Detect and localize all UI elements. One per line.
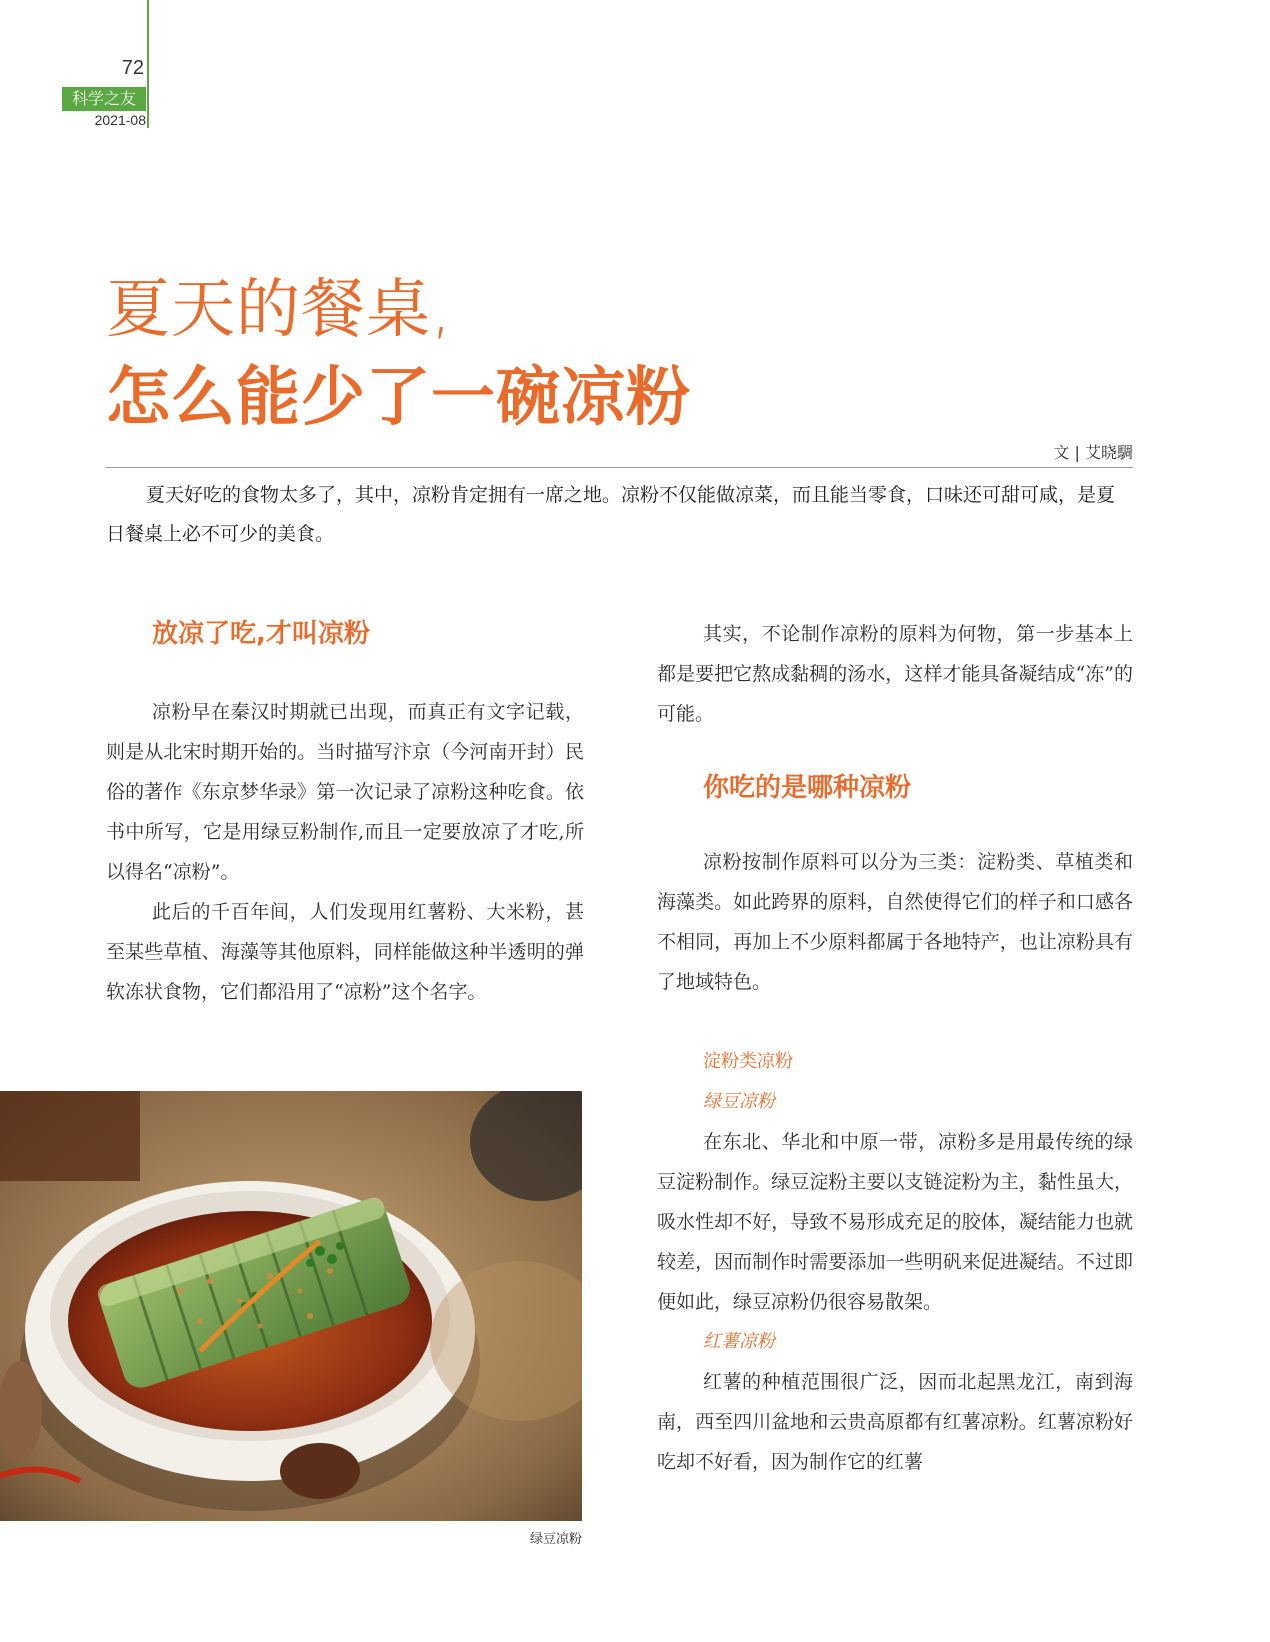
left-column (106, 614, 584, 1012)
article-title-line1: 夏天的餐桌, (106, 273, 453, 347)
title-rule (106, 467, 1133, 468)
liangfen-photo (0, 1091, 582, 1521)
mung-bean-paragraph: 在东北、华北和中原一带，凉粉多是用最传统的绿豆淀粉制作。绿豆淀粉主要以支链淀粉为主，黏性虽大，吸水性却不好，导致不易形成充足的胶体，凝结能力也就较差，因而制作时需要添加一些明矾来促进凝结。不过即便如此，绿豆凉粉仍很容易散架。 (657, 1131, 1133, 1313)
article-title-line2: 怎么能少了一碗凉粉 (106, 361, 691, 435)
section-heading-left: 放凉了吃,才叫凉粉 (152, 619, 370, 649)
sweet-potato-paragraph: 红薯的种植范围很广泛，因而北起黑龙江，南到海南，西至四川盆地和云贵高原都有红薯凉粉。红薯凉粉好吃却不好看，因为制作它的红薯 (657, 1371, 1133, 1473)
page-number: 72 (121, 57, 144, 79)
left-paragraph-1: 凉粉早在秦汉时期就已出现，而真正有文字记载，则是从北宋时期开始的。当时描写汴京（今河南开封）民俗的著作《东京梦华录》第一次记录了凉粉这种吃食。依书中所写，它是用绿豆粉制作,而且一定要放凉了才吃,所以得名“凉粉”。 (106, 701, 584, 883)
issue-date: 2021-08 (94, 112, 146, 128)
left-paragraph-2: 此后的千百年间，人们发现用红薯粉、大米粉，甚至某些草植、海藻等其他原料，同样能做这种半透明的弹软冻状食物，它们都沿用了“凉粉”这个名字。 (106, 901, 584, 1003)
right-intro-paragraph: 其实，不论制作凉粉的原料为何物，第一步基本上都是要把它熬成黏稠的汤水，这样才能具备凝结成“冻”的可能。 (657, 623, 1133, 725)
right-column (657, 614, 1133, 1482)
liangfen-bowl-illustration (0, 1091, 582, 1521)
subsection-heading-starch: 淀粉类凉粉 (703, 1051, 793, 1072)
lede-paragraph: 夏天好吃的食物太多了，其中，凉粉肯定拥有一席之地。凉粉不仅能做凉菜，而且能当零食，口味还可甜可咸，是夏日餐桌上必不可少的美食。 (106, 484, 1116, 545)
subsection-mung-bean: 绿豆凉粉 (703, 1091, 775, 1112)
magazine-tag: 科学之友 (62, 87, 146, 111)
photo-caption: 绿豆凉粉 (529, 1532, 582, 1547)
byline: 文 | 艾晓騆 (1053, 443, 1133, 462)
subsection-sweet-potato: 红薯凉粉 (703, 1331, 775, 1352)
right-paragraph-1: 凉粉按制作原料可以分为三类：淀粉类、草植类和海藻类。如此跨界的原料，自然使得它们的样子和口感各不相同，再加上不少原料都属于各地特产，也让凉粉具有了地域特色。 (657, 851, 1133, 993)
header-divider-line (147, 0, 149, 128)
section-heading-right: 你吃的是哪种凉粉 (703, 773, 912, 803)
